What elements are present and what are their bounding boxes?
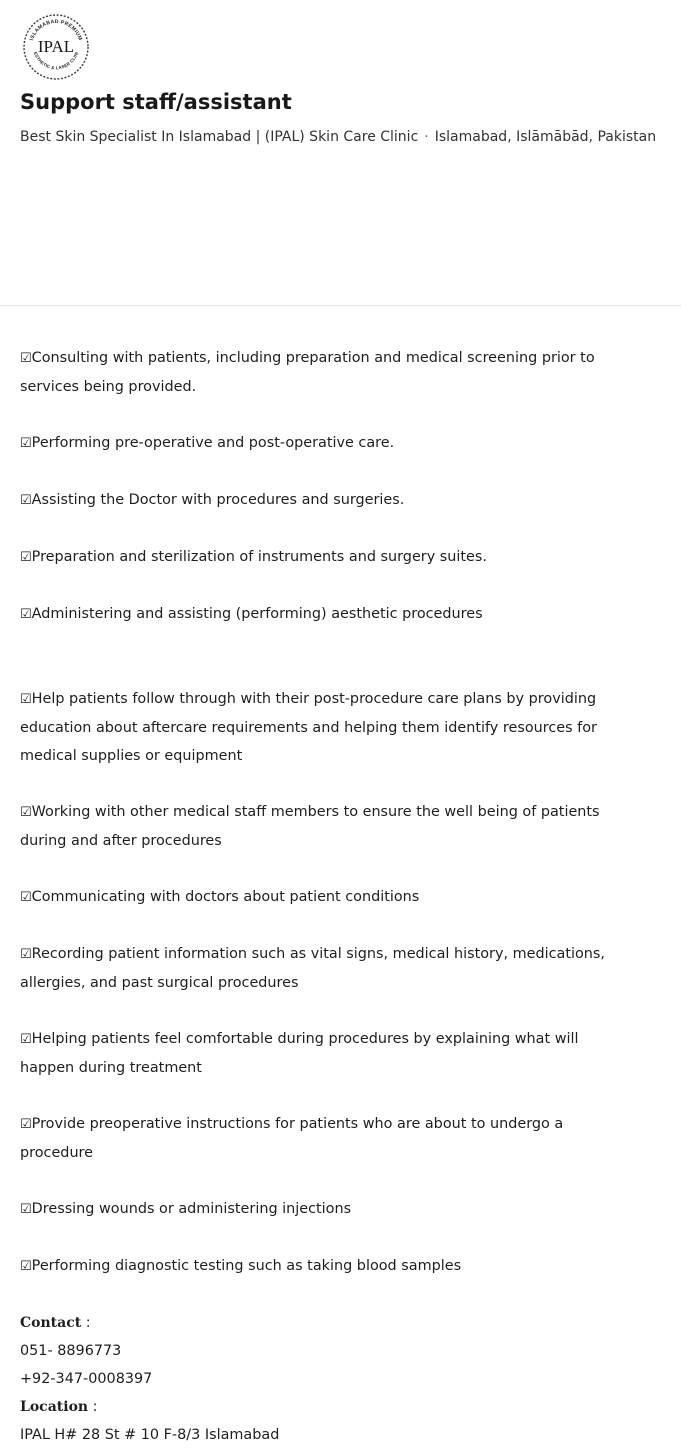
duty-item: ☑Preparation and sterilization of instruments and surgery suites.	[20, 549, 487, 565]
checkbox-icon: ☑	[20, 351, 32, 366]
contact-phone-2[interactable]: +92-347-0008397	[20, 1371, 153, 1387]
contact-label: Contact	[20, 1315, 82, 1331]
location-label: Location	[20, 1399, 89, 1415]
duty-item: ☑Assisting the Doctor with procedures and surgeries.	[20, 492, 405, 508]
contact-colon: :	[81, 1315, 91, 1331]
duty-item: ☑Help patients follow through with their post-procedure care plans by providing education about aftercare requirements and helping them identify resources for medical supplies or equipment	[20, 691, 597, 764]
location-heading	[20, 1393, 681, 1421]
contact-phone-1[interactable]: 051- 8896773	[20, 1343, 122, 1359]
checkbox-icon: ☑	[20, 1117, 32, 1132]
checkbox-icon: ☑	[20, 436, 32, 451]
location-address: IPAL H# 28 St # 10 F-8/3 Islamabad	[20, 1427, 280, 1443]
clinic-logo[interactable]	[22, 13, 90, 81]
checkbox-icon: ☑	[20, 1032, 32, 1047]
checkbox-icon: ☑	[20, 1202, 32, 1217]
job-title: Support staff/assistant	[20, 90, 292, 114]
checkbox-icon: ☑	[20, 1259, 32, 1274]
location-colon: :	[88, 1399, 98, 1415]
job-subtitle	[20, 129, 656, 145]
checkbox-icon: ☑	[20, 890, 32, 905]
contact-heading	[20, 1309, 681, 1337]
duty-item: ☑Consulting with patients, including preparation and medical screening prior to services being provided.	[20, 350, 595, 395]
job-description	[0, 306, 681, 1449]
duty-item: ☑Working with other medical staff members to ensure the well being of patients during and after procedures	[20, 804, 600, 849]
logo-center-text: IPAL	[37, 37, 75, 56]
checkbox-icon: ☑	[20, 550, 32, 565]
duty-item: ☑Recording patient information such as vital signs, medical history, medications, allergies, and past surgical procedures	[20, 946, 606, 991]
checkbox-icon: ☑	[20, 692, 32, 707]
duty-item: ☑Provide preoperative instructions for patients who are about to undergo a procedure	[20, 1116, 564, 1161]
logo-arc-top: ISLAMABAD PREMIUM	[28, 18, 84, 42]
duty-item: ☑Performing pre-operative and post-operative care.	[20, 435, 395, 451]
duty-item: ☑Communicating with doctors about patient conditions	[20, 889, 420, 905]
checkbox-icon: ☑	[20, 493, 32, 508]
job-location: Islamabad, Islāmābād, Pakistan	[434, 129, 657, 145]
duty-item: ☑Performing diagnostic testing such as taking blood samples	[20, 1258, 462, 1274]
checkbox-icon: ☑	[20, 607, 32, 622]
subtitle-separator: ·	[424, 129, 429, 145]
company-name[interactable]: Best Skin Specialist In Islamabad | (IPAL) Skin Care Clinic	[20, 129, 419, 145]
checkbox-icon: ☑	[20, 947, 32, 962]
duty-item: ☑Dressing wounds or administering injections	[20, 1201, 352, 1217]
duty-item: ☑Administering and assisting (performing) aesthetic procedures	[20, 606, 483, 622]
job-header	[0, 0, 681, 306]
logo-arc-bottom: ESTHETIC & LASER CLINI	[32, 51, 80, 71]
checkbox-icon: ☑	[20, 805, 32, 820]
duty-item: ☑Helping patients feel comfortable during procedures by explaining what will happen during treatment	[20, 1031, 579, 1076]
